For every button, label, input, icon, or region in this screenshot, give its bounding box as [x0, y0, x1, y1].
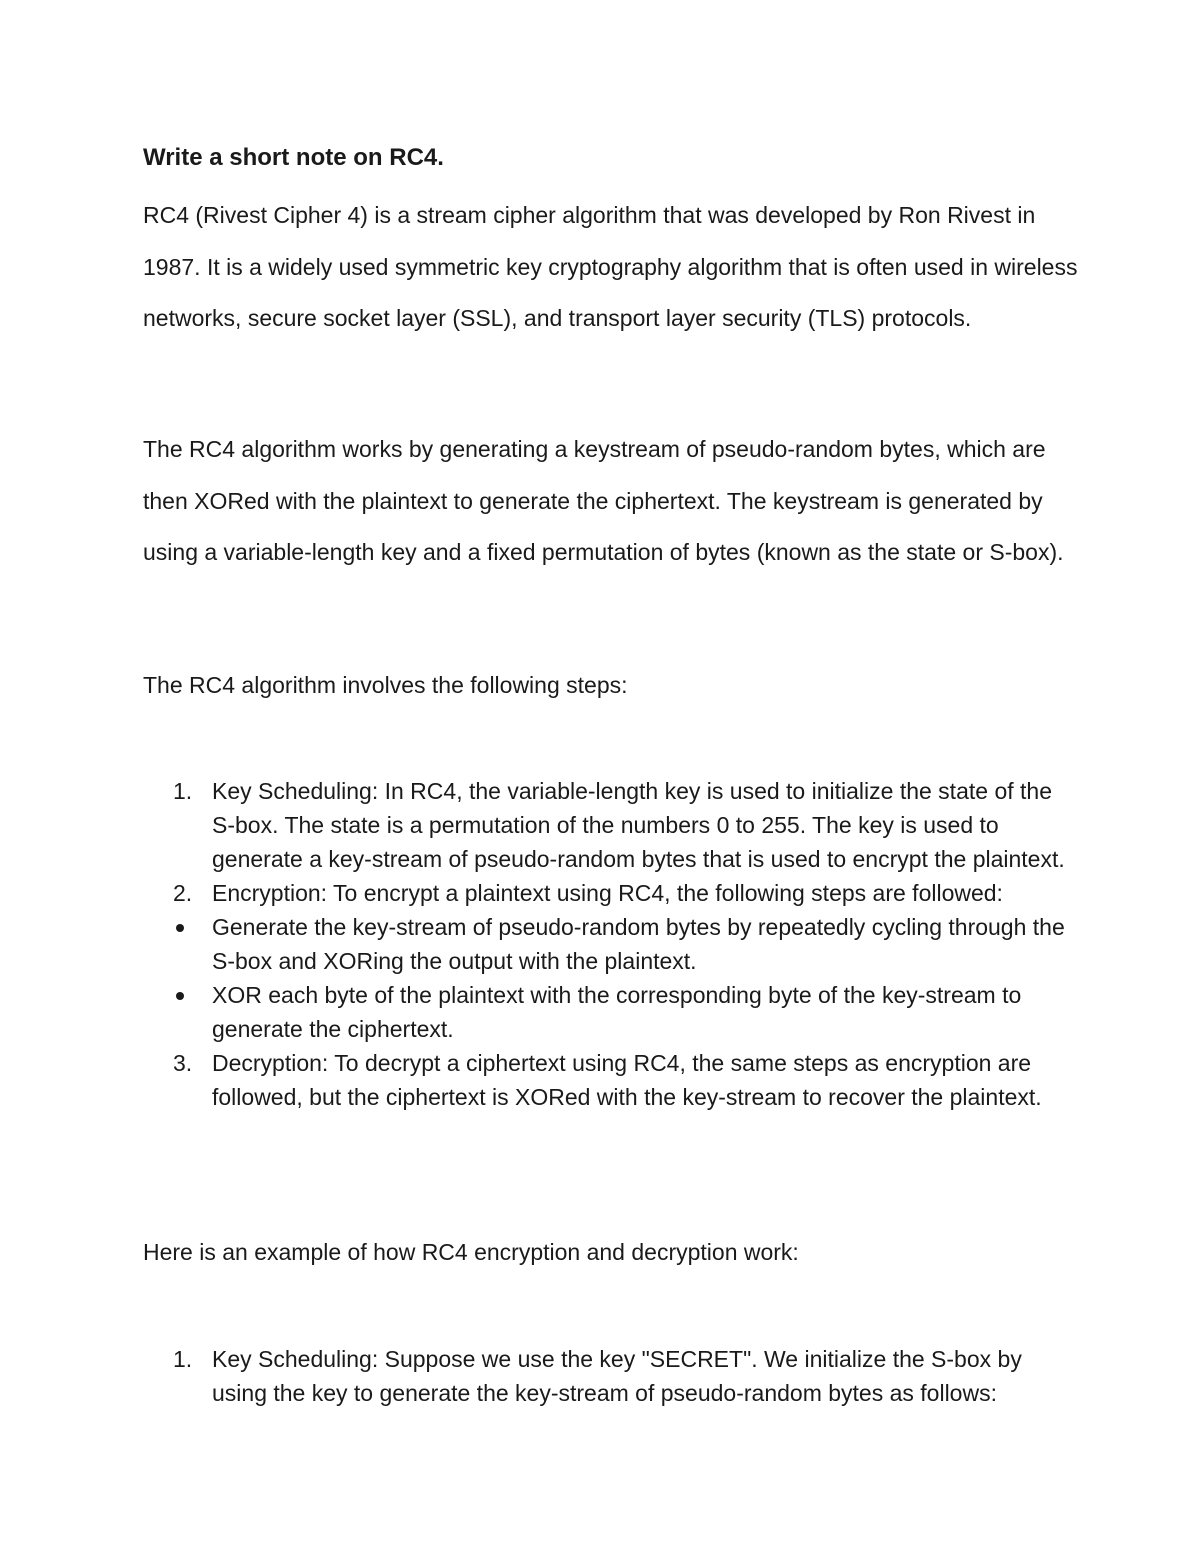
list-item: [143, 774, 1078, 876]
steps-list: [143, 774, 1078, 1114]
list-item-text: Key Scheduling: In RC4, the variable-length key is used to initialize the state of the S-box. The state is a permutation of the numbers 0 to 255. The key is used to generate a key-stream of pseudo-random bytes that is used to encrypt the plaintext.: [212, 778, 1065, 872]
list-item: [143, 978, 1078, 1046]
list-item: [143, 1046, 1078, 1114]
bullet-icon: [176, 992, 184, 1000]
example-intro-paragraph: Here is an example of how RC4 encryption and decryption work:: [143, 1239, 799, 1265]
page-title: Write a short note on RC4.: [143, 144, 444, 171]
list-item: [143, 876, 1078, 910]
list-item-text: Key Scheduling: Suppose we use the key "SECRET". We initialize the S-box by using the key to generate the key-stream of pseudo-random bytes as follows:: [212, 1346, 1022, 1406]
list-item: [143, 1342, 1078, 1410]
list-item-text: XOR each byte of the plaintext with the corresponding byte of the key-stream to generate the ciphertext.: [212, 982, 1022, 1042]
list-item-text: Encryption: To encrypt a plaintext using RC4, the following steps are followed:: [212, 880, 1003, 906]
list-item: [143, 910, 1078, 978]
list-number: 1.: [173, 778, 193, 804]
steps-intro-paragraph: The RC4 algorithm involves the following steps:: [143, 672, 628, 698]
list-number: 2.: [173, 880, 193, 906]
intro-paragraph: RC4 (Rivest Cipher 4) is a stream cipher algorithm that was developed by Ron Rivest in 1987. It is a widely used symmetric key cryptography algorithm that is often used in wireless networks, secure socket layer (SSL), and transport layer security (TLS) protocols.: [143, 202, 1078, 331]
list-number: 1.: [173, 1346, 193, 1372]
list-number: 3.: [173, 1050, 193, 1076]
list-item-text: Decryption: To decrypt a ciphertext using RC4, the same steps as encryption are followed, but the ciphertext is XORed with the key-stream to recover the plaintext.: [212, 1050, 1042, 1110]
list-item-text: Generate the key-stream of pseudo-random bytes by repeatedly cycling through the S-box and XORing the output with the plaintext.: [212, 914, 1065, 974]
bullet-icon: [176, 924, 184, 932]
example-list: [143, 1342, 1078, 1410]
algorithm-paragraph: The RC4 algorithm works by generating a keystream of pseudo-random bytes, which are then XORed with the plaintext to generate the ciphertext. The keystream is generated by using a variable-length key and a fixed permutation of bytes (known as the state or S-box).: [143, 436, 1064, 565]
